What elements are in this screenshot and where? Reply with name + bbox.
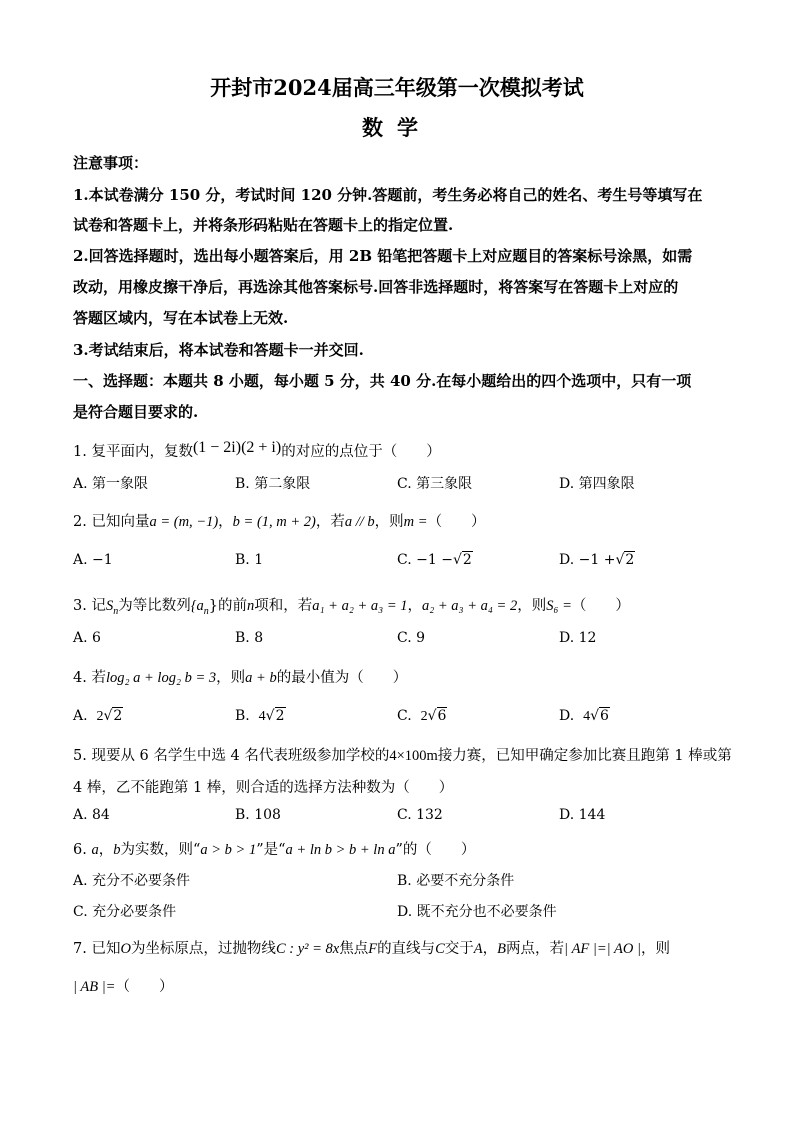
q3-text-4: ， [407, 598, 422, 614]
q2-number: 2. [73, 514, 87, 530]
q3-option-b: B. 8 [235, 630, 264, 646]
q7-text-3: 焦点 [339, 941, 369, 957]
question-7-line2 [73, 975, 173, 996]
q6-option-a: A. 充分不必要条件 [73, 873, 191, 889]
q4-option-a-radicand: 2 [113, 708, 123, 724]
q7-text-2: 为坐标原点，过抛物线 [130, 941, 276, 957]
q1-number: 1. [73, 444, 87, 460]
q3-n: n [247, 598, 255, 614]
q4-option-a [73, 708, 123, 725]
section1-line2: 是符合题目要求的. [73, 403, 199, 421]
q2-ask: m = [403, 514, 428, 530]
q4-option-b-label: B. [235, 708, 250, 724]
q4-text-post: 的最小值为（ ） [276, 670, 408, 686]
q3-number: 3. [73, 598, 87, 614]
notice-item2-line1: 2.回答选择题时，选出每小题答案后，用 2B 铅笔把答题卡上对应题目的答案标号涂黑，如需 [73, 247, 693, 265]
q7-c: C [435, 941, 445, 957]
q1-option-b: B. 第二象限 [235, 476, 311, 492]
q4-number: 4. [73, 670, 87, 686]
question-5-line1 [73, 744, 732, 765]
q7-a: A [473, 941, 483, 957]
q4-option-b-coef: 4 [258, 709, 266, 724]
q7-o: O [120, 941, 131, 957]
q2-sep: ， [218, 514, 233, 530]
q2-text-post: （ ） [427, 514, 486, 530]
q7-curve: C : y² = 8x [275, 941, 340, 957]
q2-option-a: A. −1 [73, 552, 113, 568]
q7-condition: | AF |=| AO | [563, 941, 641, 957]
q1-text-pre: 复平面内，复数 [91, 444, 193, 460]
q1-option-c: C. 第三象限 [397, 476, 473, 492]
q4-expression: log₂ a + log₂ b = 3 [105, 670, 217, 686]
q7-text-7: 两点，若 [505, 941, 564, 957]
notice-item2-line2: 改动，用橡皮擦干净后，再选涂其他答案标号.回答非选择题时，将答案写在答题卡上对应的 [73, 278, 679, 296]
q3-text-pre: 记 [91, 598, 106, 614]
q4-option-b-radicand: 2 [275, 708, 285, 724]
q4-option-d-label: D. [559, 708, 575, 724]
q3-seq: {a [190, 598, 204, 614]
q3-option-c: C. 9 [397, 630, 426, 646]
q3-text-2: }的前 [208, 598, 247, 614]
q4-option-c-radicand: 6 [437, 708, 447, 724]
notice-item1-line2: 试卷和答题卡上，并将条形码粘贴在答题卡上的指定位置. [73, 216, 454, 234]
q3-text-5: ，则 [517, 598, 547, 614]
sqrt-icon: √ [452, 552, 462, 568]
q6-a: a [91, 842, 99, 858]
question-6 [73, 838, 475, 859]
q2-text-mid: ，若 [315, 514, 345, 530]
q5-relay: 4×100m [389, 748, 438, 764]
q4-ab: a + b [245, 670, 277, 686]
q7-text-6: ， [482, 941, 498, 957]
q6-number: 6. [73, 842, 87, 858]
notice-heading: 注意事项： [73, 154, 149, 172]
q7-text-8: ，则 [640, 941, 670, 957]
q6-text-1: ， [98, 842, 114, 858]
sqrt-icon: √ [427, 708, 437, 724]
q4-option-b [235, 708, 286, 725]
notice-item1-line1: 1.本试卷满分 150 分，考试时间 120 分钟.答题前，考生务必将自己的姓名、考生号等填写在 [73, 186, 703, 204]
question-1 [73, 440, 441, 461]
q1-option-a: A. 第一象限 [73, 476, 149, 492]
notice-item2-line3: 答题区域内，写在本试卷上无效. [73, 309, 289, 327]
q3-text-post: （ ） [571, 598, 630, 614]
question-4 [73, 666, 407, 687]
q4-option-d-radicand: 6 [600, 708, 609, 724]
q5-number: 5. [73, 748, 87, 764]
q7-number: 7. [73, 941, 87, 957]
question-7-line1 [73, 937, 670, 958]
q2-text-pre: 已知向量 [91, 514, 150, 530]
exam-title: 开封市2024届高三年级第一次模拟考试 [210, 75, 584, 100]
q5-text-1b: 接力赛，已知甲确定参加比赛且跑第 1 棒或第 [437, 748, 732, 764]
q2-option-c [397, 552, 473, 568]
q2-option-c-label: C. −1 − [397, 552, 453, 568]
q7-text-1: 已知 [91, 941, 121, 957]
q3-seq-sub: n [203, 605, 209, 617]
notice-item3: 3.考试结束后，将本试卷和答题卡一并交回. [73, 341, 364, 359]
q4-option-c-label: C. [397, 708, 412, 724]
q6-option-c: C. 充分必要条件 [73, 904, 177, 920]
q6-text-4: ”的（ ） [395, 842, 476, 858]
q4-option-c-coef: 2 [420, 709, 428, 724]
q4-option-c [397, 708, 447, 725]
question-3 [73, 594, 630, 617]
q6-option-d: D. 既不充分也不必要条件 [397, 904, 557, 920]
q1-expression: (1 − 2i)(2 + i) [192, 439, 282, 456]
q5-option-a: A. 84 [73, 807, 110, 823]
q4-text-pre: 若 [91, 670, 106, 686]
q3-text-1: 为等比数列 [118, 598, 191, 614]
q1-option-d: D. 第四象限 [559, 476, 635, 492]
q2-text-mid2: ，则 [374, 514, 404, 530]
q3-s-sub: n [113, 605, 119, 617]
q4-option-a-coef: 2 [96, 709, 104, 724]
q5-text-1: 现要从 6 名学生中选 4 名代表班级参加学校的 [91, 748, 390, 764]
q2-option-d [559, 552, 635, 568]
question-5-line2: 4 棒，乙不能跑第 1 棒，则合适的选择方法种数为（ ） [73, 780, 454, 796]
sqrt-icon: √ [103, 708, 113, 724]
q2-option-c-radicand: 2 [462, 552, 472, 568]
q4-text-mid: ，则 [216, 670, 246, 686]
q4-option-d-coef: 4 [583, 709, 591, 724]
q6-cond1: a > b > 1 [200, 842, 257, 858]
q7-text-4: 的直线与 [377, 941, 436, 957]
sqrt-icon: √ [590, 708, 600, 724]
q2-vector-b: b = (1, m + 2) [232, 514, 316, 530]
q7-ab: | AB |= [73, 979, 116, 995]
subject-title: 数学 [362, 115, 432, 140]
section1-line1: 一、选择题：本题共 8 小题，每小题 5 分，共 40 分.在每小题给出的四个选项中，只有一项 [73, 372, 692, 390]
q2-vector-a: a = (m, −1) [149, 514, 219, 530]
q5-option-b: B. 108 [235, 807, 281, 823]
q5-option-d: D. 144 [559, 807, 606, 823]
q3-option-d: D. 12 [559, 630, 597, 646]
q3-text-3: 项和，若 [254, 598, 313, 614]
q4-option-a-label: A. [73, 708, 88, 724]
q7-text-5: 交于 [444, 941, 474, 957]
q2-option-d-label: D. −1 + [559, 552, 616, 568]
q3-s6: S₆ = [546, 598, 572, 614]
q4-option-d [559, 708, 610, 725]
q6-text-2: 为实数，则“ [120, 842, 201, 858]
sqrt-icon: √ [265, 708, 275, 724]
q5-option-c: C. 132 [397, 807, 443, 823]
q3-option-a: A. 6 [73, 630, 101, 646]
q6-option-b: B. 必要不充分条件 [397, 873, 515, 889]
q7-b: B [497, 941, 506, 957]
q1-text-post: 的对应的点位于（ ） [281, 444, 441, 460]
q6-text-3: ”是“ [256, 842, 286, 858]
q2-condition: a // b [344, 514, 375, 530]
q3-eq1: a₁ + a₂ + a₃ = 1 [312, 598, 408, 614]
q2-option-d-radicand: 2 [625, 552, 635, 568]
question-2 [73, 510, 486, 531]
q3-eq2: a₂ + a₃ + a₄ = 2 [421, 598, 518, 614]
sqrt-icon: √ [615, 552, 625, 568]
q2-option-b: B. 1 [235, 552, 264, 568]
q6-b: b [113, 842, 121, 858]
q7-f: F [368, 941, 378, 957]
q6-cond2: a + ln b > b + ln a [285, 842, 396, 858]
q7-text-post: （ ） [115, 979, 174, 995]
q3-s: S [105, 598, 114, 614]
